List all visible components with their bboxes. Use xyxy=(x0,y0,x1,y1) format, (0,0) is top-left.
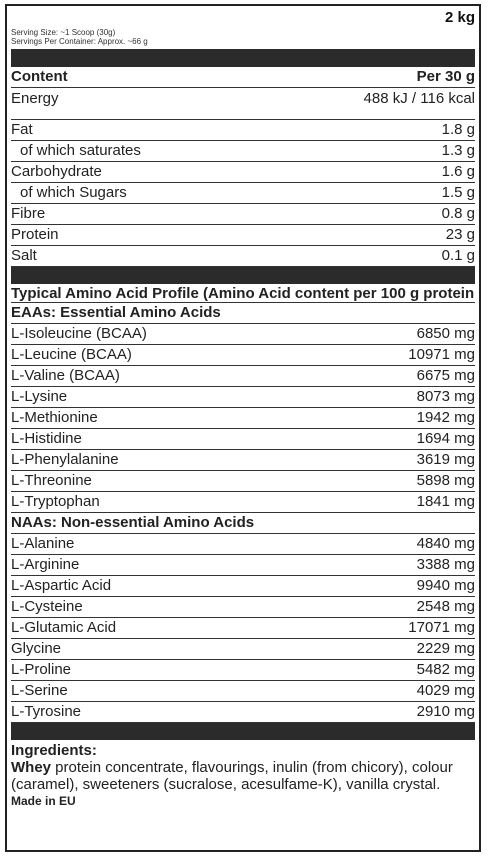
naa-row-value: 2229 mg xyxy=(416,640,475,657)
naa-rows xyxy=(11,534,475,723)
naa-row-value: 2548 mg xyxy=(416,598,475,615)
eaa-row-value: 1841 mg xyxy=(416,493,475,510)
eaa-row xyxy=(11,450,475,471)
nutrient-row-value: 0.1 g xyxy=(441,247,475,264)
eaa-row-value: 1942 mg xyxy=(416,409,475,426)
eaa-row xyxy=(11,324,475,345)
eaa-row-value: 6675 mg xyxy=(416,367,475,384)
eaa-row xyxy=(11,408,475,429)
eaa-row xyxy=(11,366,475,387)
energy-row xyxy=(11,88,475,109)
eaa-row-label: L-Tryptophan xyxy=(11,493,100,510)
naa-row-label: L-Cysteine xyxy=(11,598,83,615)
divider-bar-bottom xyxy=(11,723,475,740)
nutrient-row xyxy=(11,225,475,246)
eaa-row-value: 6850 mg xyxy=(416,325,475,342)
eaa-rows xyxy=(11,324,475,513)
naa-row-value: 17071 mg xyxy=(408,619,475,636)
eaa-row-label: L-Phenylalanine xyxy=(11,451,119,468)
naa-row-label: L-Tyrosine xyxy=(11,703,82,720)
eaa-row-label: L-Isoleucine (BCAA) xyxy=(11,325,147,342)
naa-row xyxy=(11,555,475,576)
servings-per-container: Servings Per Container: Approx. ~66 g xyxy=(11,37,148,46)
nutrient-row-label: of which Sugars xyxy=(20,184,127,201)
nutrient-row-label: Carbohydrate xyxy=(11,163,102,180)
nutrition-label xyxy=(5,4,481,852)
naa-row xyxy=(11,681,475,702)
naa-row-value: 3388 mg xyxy=(416,556,475,573)
energy-label: Energy xyxy=(11,90,59,107)
energy-value: 488 kJ / 116 kcal xyxy=(363,90,475,107)
eaa-row xyxy=(11,492,475,513)
divider-bar-top xyxy=(11,49,475,67)
origin-text: Made in EU xyxy=(11,794,76,808)
nutrient-row xyxy=(11,120,475,141)
naa-row-label: L-Serine xyxy=(11,682,68,699)
label-content xyxy=(11,6,475,810)
nutrient-rows xyxy=(11,120,475,267)
eaa-row-value: 10971 mg xyxy=(408,346,475,363)
naa-row-label: Glycine xyxy=(11,640,62,657)
nutrient-row xyxy=(11,183,475,204)
ingredients-lead: Whey xyxy=(11,759,52,776)
naa-row-label: L-Arginine xyxy=(11,556,80,573)
eaa-row-label: L-Valine (BCAA) xyxy=(11,367,120,384)
ingredients-text xyxy=(11,759,475,793)
eaa-row-label: L-Methionine xyxy=(11,409,98,426)
nutrient-row-label: of which saturates xyxy=(20,142,141,159)
naa-row-value: 5482 mg xyxy=(416,661,475,678)
eaa-row-value: 8073 mg xyxy=(416,388,475,405)
naa-heading: NAAs: Non-essential Amino Acids xyxy=(11,513,475,534)
nutrient-row-value: 0.8 g xyxy=(441,205,475,222)
naa-row xyxy=(11,534,475,555)
divider-bar-middle xyxy=(11,267,475,284)
naa-row xyxy=(11,660,475,681)
naa-row-value: 4029 mg xyxy=(416,682,475,699)
eaa-row-label: L-Leucine (BCAA) xyxy=(11,346,132,363)
naa-row xyxy=(11,639,475,660)
nutrient-row-value: 1.5 g xyxy=(441,184,475,201)
eaa-row-value: 5898 mg xyxy=(416,472,475,489)
nutrient-row-label: Fat xyxy=(11,121,33,138)
nutrient-row-value: 1.8 g xyxy=(441,121,475,138)
eaa-row xyxy=(11,429,475,450)
eaa-row-value: 3619 mg xyxy=(416,451,475,468)
eaa-heading: EAAs: Essential Amino Acids xyxy=(11,303,475,324)
eaa-row-label: L-Histidine xyxy=(11,430,82,447)
amino-profile-title: Typical Amino Acid Profile (Amino Acid content per 100 g protein xyxy=(11,285,475,302)
eaa-row-label: L-Threonine xyxy=(11,472,92,489)
ingredients-title: Ingredients: xyxy=(11,742,97,759)
nutrient-row-value: 1.6 g xyxy=(441,163,475,180)
naa-row xyxy=(11,618,475,639)
naa-row-value: 9940 mg xyxy=(416,577,475,594)
nutrition-header-row xyxy=(11,67,475,88)
ingredients-section xyxy=(11,740,475,810)
nutrient-row-value: 1.3 g xyxy=(441,142,475,159)
ingredients-body: protein concentrate, flavourings, inulin (from chicory), colour (caramel), sweeteners (sucralose, acesulfame-K), vanilla crystal. xyxy=(11,759,453,793)
naa-row-value: 2910 mg xyxy=(416,703,475,720)
nutrient-row xyxy=(11,246,475,267)
naa-row-label: L-Proline xyxy=(11,661,72,678)
eaa-row xyxy=(11,345,475,366)
eaa-row xyxy=(11,471,475,492)
naa-row xyxy=(11,597,475,618)
package-size: 2 kg xyxy=(444,9,475,26)
naa-row-value: 4840 mg xyxy=(416,535,475,552)
nutrient-row-label: Protein xyxy=(11,226,59,243)
naa-row xyxy=(11,576,475,597)
naa-row xyxy=(11,702,475,723)
nutrient-row xyxy=(11,204,475,225)
eaa-row xyxy=(11,387,475,408)
per-serving-label: Per 30 g xyxy=(416,68,475,85)
naa-row-label: L-Aspartic Acid xyxy=(11,577,112,594)
eaa-row-label: L-Lysine xyxy=(11,388,68,405)
energy-spacer xyxy=(11,109,475,120)
content-label: Content xyxy=(11,68,68,85)
naa-row-label: L-Glutamic Acid xyxy=(11,619,117,636)
nutrient-row xyxy=(11,141,475,162)
eaa-row-value: 1694 mg xyxy=(416,430,475,447)
nutrient-row-label: Salt xyxy=(11,247,37,264)
naa-row-label: L-Alanine xyxy=(11,535,75,552)
nutrient-row-label: Fibre xyxy=(11,205,46,222)
nutrient-row-value: 23 g xyxy=(445,226,475,243)
serving-size: Serving Size: ~1 Scoop (30g) xyxy=(11,28,116,37)
nutrient-row xyxy=(11,162,475,183)
